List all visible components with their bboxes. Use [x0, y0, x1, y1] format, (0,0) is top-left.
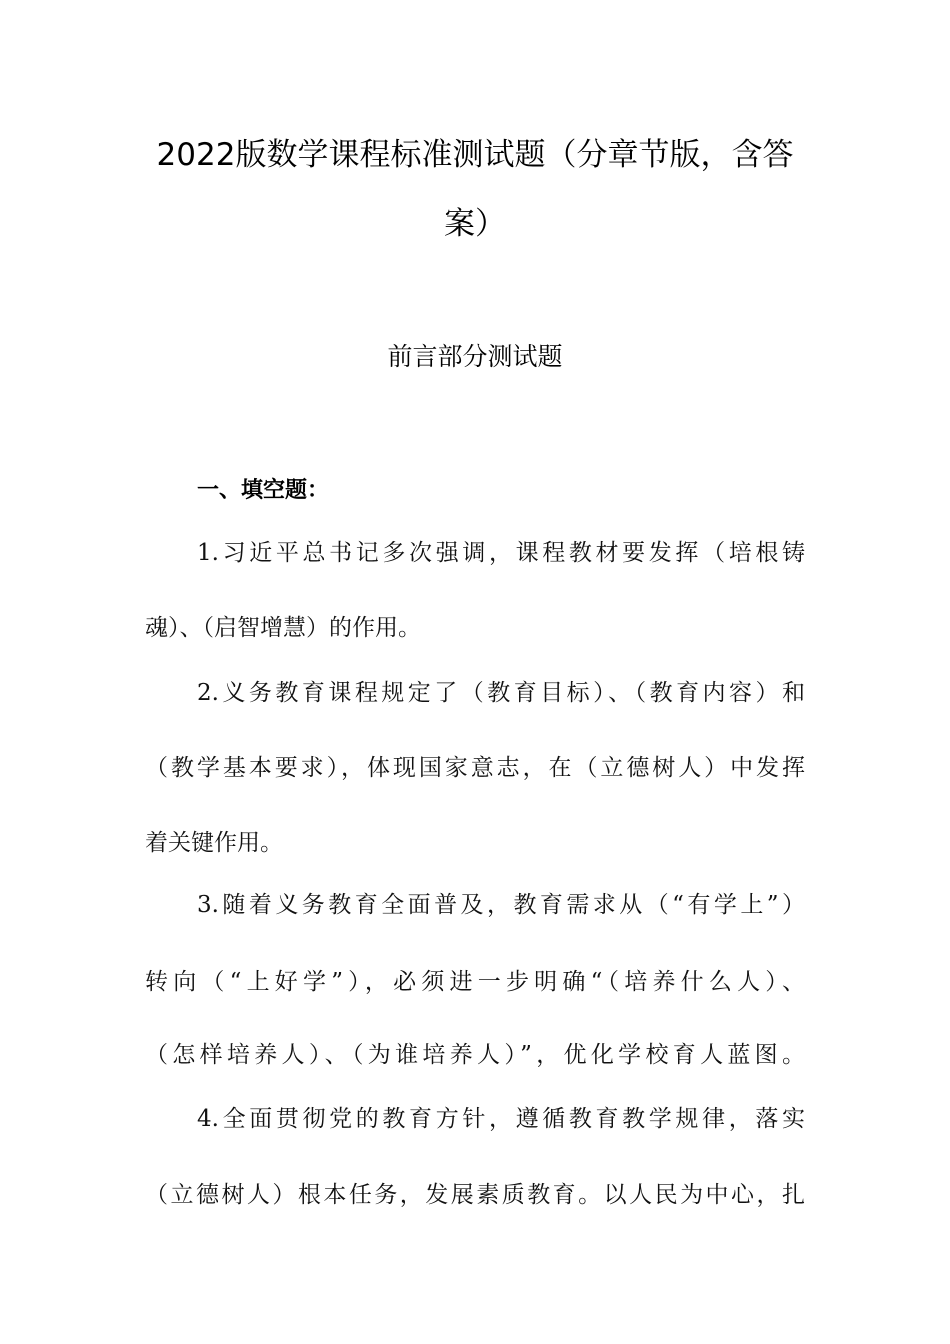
question-4-line-1: 4.全面贯彻党的教育方针，遵循教育教学规律，落实 — [197, 1106, 805, 1132]
question-4-line-2: （立德树人）根本任务，发展素质教育。以人民为中心，扎 — [145, 1182, 805, 1208]
document-title-line-1: 2022版数学课程标准测试题（分章节版，含答 — [156, 137, 794, 173]
question-1-line-2: 魂）、（启智增慧）的作用。 — [145, 615, 421, 641]
fill-in-blank-heading: 一、填空题： — [197, 478, 330, 503]
question-2-line-2: （教学基本要求），体现国家意志，在（立德树人）中发挥 — [145, 755, 805, 781]
document-title-line-2: 案） — [444, 206, 506, 242]
section-title: 前言部分测试题 — [387, 342, 563, 371]
question-3-line-2: 转向（“上好学”），必须进一步明确“（培养什么人）、 — [145, 969, 805, 995]
question-3-line-3: （怎样培养人）、（为谁培养人）”，优化学校育人蓝图。 — [145, 1042, 805, 1068]
question-1-line-1: 1.习近平总书记多次强调，课程教材要发挥（培根铸 — [197, 540, 805, 566]
question-3-line-1: 3.随着义务教育全面普及，教育需求从（“有学上”） — [197, 892, 805, 918]
question-2-line-3: 着关键作用。 — [145, 830, 283, 856]
question-2-line-1: 2.义务教育课程规定了（教育目标）、（教育内容）和 — [197, 680, 805, 706]
